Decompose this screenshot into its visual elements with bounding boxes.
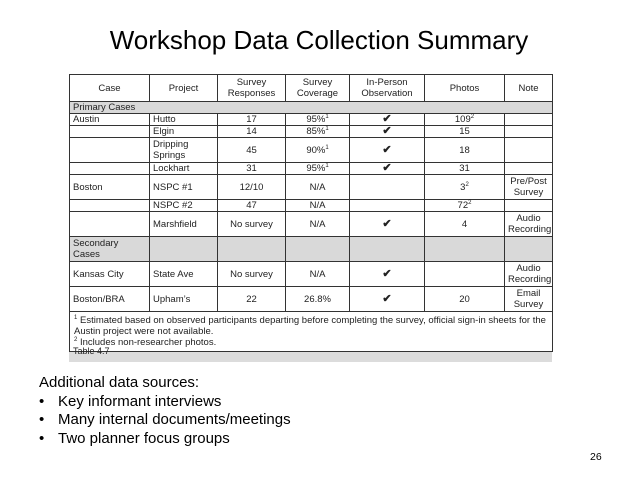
sources-list bbox=[39, 393, 291, 449]
coverage-value: 85% bbox=[306, 126, 326, 137]
slide-title: Workshop Data Collection Summary bbox=[109, 25, 529, 55]
additional-sources bbox=[39, 374, 291, 448]
cell-photos bbox=[425, 262, 505, 287]
cell-coverage bbox=[286, 262, 350, 287]
table-row bbox=[70, 200, 553, 212]
table-footnotes bbox=[70, 312, 553, 352]
list-item-text: Many internal documents/meetings bbox=[58, 411, 291, 428]
cell-project: State Ave bbox=[150, 262, 218, 287]
cell-observation: ✔ bbox=[350, 262, 425, 287]
cell-responses: 12/10 bbox=[218, 175, 286, 200]
footnote-1 bbox=[74, 315, 548, 337]
section-label-primary: Primary Cases bbox=[70, 102, 553, 114]
table-row bbox=[70, 138, 553, 163]
section-label-secondary: Secondary Cases bbox=[70, 237, 150, 262]
cell-coverage bbox=[286, 126, 350, 138]
section-empty-cell bbox=[505, 237, 553, 262]
section-empty-cell bbox=[150, 237, 218, 262]
header-note: Note bbox=[505, 75, 553, 102]
cell-case: Boston/BRA bbox=[70, 287, 150, 312]
cell-responses: 47 bbox=[218, 200, 286, 212]
coverage-value: 95% bbox=[306, 163, 326, 174]
section-row-primary bbox=[70, 102, 553, 114]
footnote-2 bbox=[74, 337, 548, 348]
data-collection-table bbox=[69, 74, 553, 352]
cell-responses: No survey bbox=[218, 262, 286, 287]
cell-responses: 31 bbox=[218, 163, 286, 175]
footnote-2-text: Includes non-researcher photos. bbox=[79, 337, 217, 348]
coverage-value: N/A bbox=[309, 200, 326, 211]
table-footnote-row bbox=[70, 312, 553, 352]
photos-value: 31 bbox=[459, 163, 470, 174]
cell-responses: 22 bbox=[218, 287, 286, 312]
cell-note: Audio Recording bbox=[505, 212, 553, 237]
cell-observation: ✔ bbox=[350, 114, 425, 126]
cell-note: Pre/Post Survey bbox=[505, 175, 553, 200]
list-item-text: Two planner focus groups bbox=[58, 429, 230, 447]
table-caption: Table 4.7 bbox=[73, 346, 110, 356]
cell-case: Boston bbox=[70, 175, 150, 200]
cell-coverage bbox=[286, 200, 350, 212]
cell-case: Kansas City bbox=[70, 262, 150, 287]
coverage-value: N/A bbox=[309, 268, 326, 280]
cell-responses: 17 bbox=[218, 114, 286, 126]
coverage-value: 95% bbox=[306, 114, 326, 125]
table-row bbox=[70, 163, 553, 175]
cell-case bbox=[70, 126, 150, 138]
photos-value: 109 bbox=[454, 114, 471, 125]
cell-responses: No survey bbox=[218, 212, 286, 237]
cell-observation: ✔ bbox=[350, 212, 425, 237]
cell-observation: ✔ bbox=[350, 138, 425, 163]
cell-note: Email Survey bbox=[505, 287, 553, 312]
cell-note bbox=[505, 126, 553, 138]
cell-project: Marshfield bbox=[150, 212, 218, 237]
cell-coverage bbox=[286, 114, 350, 126]
photos-value: 20 bbox=[459, 293, 470, 305]
header-photos: Photos bbox=[425, 75, 505, 102]
cell-project: Lockhart bbox=[150, 163, 218, 175]
section-row-secondary bbox=[70, 237, 553, 262]
header-survey-coverage: Survey Coverage bbox=[286, 75, 350, 102]
list-item bbox=[39, 393, 291, 412]
cell-photos bbox=[425, 287, 505, 312]
cell-project: Dripping Springs bbox=[150, 138, 218, 163]
coverage-value: N/A bbox=[309, 218, 326, 230]
cell-case bbox=[70, 138, 150, 163]
list-item-text: Key informant interviews bbox=[58, 392, 222, 410]
cell-note bbox=[505, 114, 553, 126]
cell-coverage bbox=[286, 287, 350, 312]
list-item bbox=[39, 411, 291, 430]
cell-project: Hutto bbox=[150, 114, 218, 126]
cell-coverage bbox=[286, 163, 350, 175]
cell-coverage bbox=[286, 175, 350, 200]
cell-photos bbox=[425, 114, 505, 126]
table-row bbox=[70, 262, 553, 287]
cell-observation: ✔ bbox=[350, 163, 425, 175]
photos-value: 3 bbox=[460, 181, 466, 193]
coverage-value: 90% bbox=[306, 144, 326, 156]
page-number: 26 bbox=[590, 451, 602, 463]
header-project: Project bbox=[150, 75, 218, 102]
coverage-value: N/A bbox=[309, 181, 326, 193]
footnote-1-text: Estimated based on observed participants departing before completing the survey, official sign-in sheets for the Austin project were not available. bbox=[74, 315, 546, 337]
cell-photos bbox=[425, 200, 505, 212]
table-image bbox=[69, 74, 552, 362]
table-row bbox=[70, 175, 553, 200]
coverage-footnote-marker: 1 bbox=[325, 125, 329, 132]
header-case: Case bbox=[70, 75, 150, 102]
cell-case bbox=[70, 200, 150, 212]
coverage-footnote-marker: 1 bbox=[325, 162, 329, 169]
table-row bbox=[70, 287, 553, 312]
cell-note: Audio Recording bbox=[505, 262, 553, 287]
coverage-value: 26.8% bbox=[304, 293, 331, 305]
bullet-icon: • bbox=[39, 429, 45, 447]
cell-observation: ✔ bbox=[350, 126, 425, 138]
coverage-footnote-marker: 1 bbox=[325, 113, 329, 120]
cell-case: Austin bbox=[70, 114, 150, 126]
cell-note bbox=[505, 138, 553, 163]
cell-photos bbox=[425, 175, 505, 200]
cell-project: NSPC #2 bbox=[150, 200, 218, 212]
photos-value: 15 bbox=[459, 126, 470, 137]
section-empty-cell bbox=[350, 237, 425, 262]
header-in-person-observation: In-Person Observation bbox=[350, 75, 425, 102]
header-survey-responses: Survey Responses bbox=[218, 75, 286, 102]
cell-observation bbox=[350, 200, 425, 212]
bullet-icon: • bbox=[39, 411, 45, 428]
table-row bbox=[70, 126, 553, 138]
section-empty-cell bbox=[425, 237, 505, 262]
list-item bbox=[39, 430, 291, 449]
footnote-1-marker: 1 bbox=[74, 314, 78, 321]
cell-photos bbox=[425, 163, 505, 175]
table-row bbox=[70, 212, 553, 237]
cell-project: Upham’s bbox=[150, 287, 218, 312]
cell-case bbox=[70, 163, 150, 175]
photos-footnote-marker: 2 bbox=[465, 181, 469, 188]
cell-note bbox=[505, 163, 553, 175]
cell-observation bbox=[350, 175, 425, 200]
cell-responses: 45 bbox=[218, 138, 286, 163]
photos-value: 4 bbox=[461, 218, 468, 230]
cell-photos bbox=[425, 126, 505, 138]
cell-photos bbox=[425, 138, 505, 163]
footnote-2-marker: 2 bbox=[74, 336, 78, 343]
cell-photos bbox=[425, 212, 505, 237]
cell-project: NSPC #1 bbox=[150, 175, 218, 200]
bullet-icon: • bbox=[39, 392, 45, 410]
photos-value: 18 bbox=[459, 144, 470, 156]
cell-responses: 14 bbox=[218, 126, 286, 138]
section-empty-cell bbox=[286, 237, 350, 262]
cell-case bbox=[70, 212, 150, 237]
photos-value: 72 bbox=[457, 200, 469, 211]
cell-coverage bbox=[286, 138, 350, 163]
photos-footnote-marker: 2 bbox=[468, 199, 472, 206]
photos-footnote-marker: 2 bbox=[470, 113, 475, 120]
sources-heading: Additional data sources: bbox=[39, 374, 200, 391]
cell-coverage bbox=[286, 212, 350, 237]
cell-observation: ✔ bbox=[350, 287, 425, 312]
coverage-footnote-marker: 1 bbox=[325, 144, 329, 151]
table-header-row bbox=[70, 75, 553, 102]
table-row bbox=[70, 114, 553, 126]
cell-project: Elgin bbox=[150, 126, 218, 138]
cell-note bbox=[505, 200, 553, 212]
section-empty-cell bbox=[218, 237, 286, 262]
